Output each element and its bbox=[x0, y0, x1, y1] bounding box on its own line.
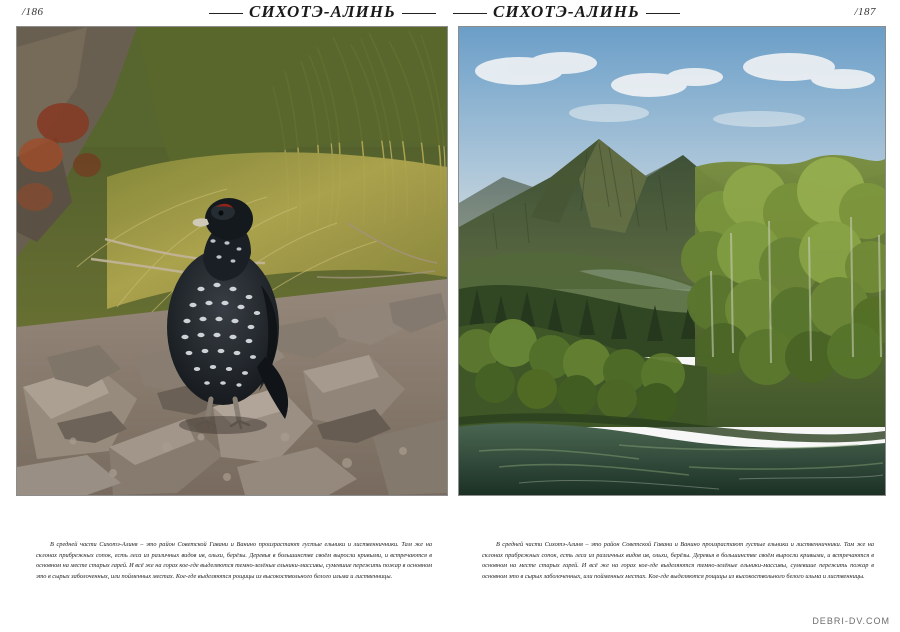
photo-capercaillie bbox=[16, 26, 448, 496]
photo-river-valley-image bbox=[459, 27, 885, 495]
page-number-left: /186 bbox=[22, 6, 44, 18]
page-number-right: /187 bbox=[854, 6, 876, 18]
photo-capercaillie-image bbox=[17, 27, 447, 495]
page-gutter bbox=[452, 0, 453, 632]
body-text-right-page bbox=[482, 540, 874, 582]
running-title-left-text: СИХОТЭ-АЛИНЬ bbox=[243, 2, 402, 22]
running-title-right-text: СИХОТЭ-АЛИНЬ bbox=[487, 2, 646, 22]
body-paragraph-left: В средней части Сихотэ-Алиня – это район Советской Гавани и Ванино произрастают густые ельники и лиственничники. Там же на склонах прибрежных сопок, есть леса из различных видов ив, ольхи, берёзы. Деревья в большинстве своём выросли кривыми, и встречаются в основном на месте старых гарей. И всё же на горах кое-где выделяются темно-зелёные ельники-массивы, сумевшие пережить пожар в основном это в сырых заболоченных, или пойменных местах. Кое-где выделяются рощицы из высокоствольного белого ильма и лиственницы. bbox=[36, 541, 432, 580]
spread-header bbox=[0, 0, 900, 26]
body-text-left-page bbox=[36, 540, 432, 582]
running-title-left bbox=[243, 2, 402, 22]
body-paragraph-right: В средней части Сихотэ-Алиня – это район Советской Гавани и Ванино произрастают густые ельники и лиственничники. Там же на склонах прибрежных сопок, есть леса из различных видов ив, ольхи, берёзы. Деревья в большинстве своём выросли кривыми, и встречаются в основном на месте старых гарей. И всё же на горах кое-где выделяются темно-зелёные ельники-массивы, сумевшие пережить пожар в основном это в сырых заболоченных, или пойменных местах. Кое-где выделяются рощицы из высокоствольного белого ильма и лиственницы. bbox=[482, 541, 874, 580]
photo-river-valley bbox=[458, 26, 886, 496]
site-watermark: DEBRI-DV.COM bbox=[812, 616, 890, 626]
running-title-right bbox=[487, 2, 646, 22]
